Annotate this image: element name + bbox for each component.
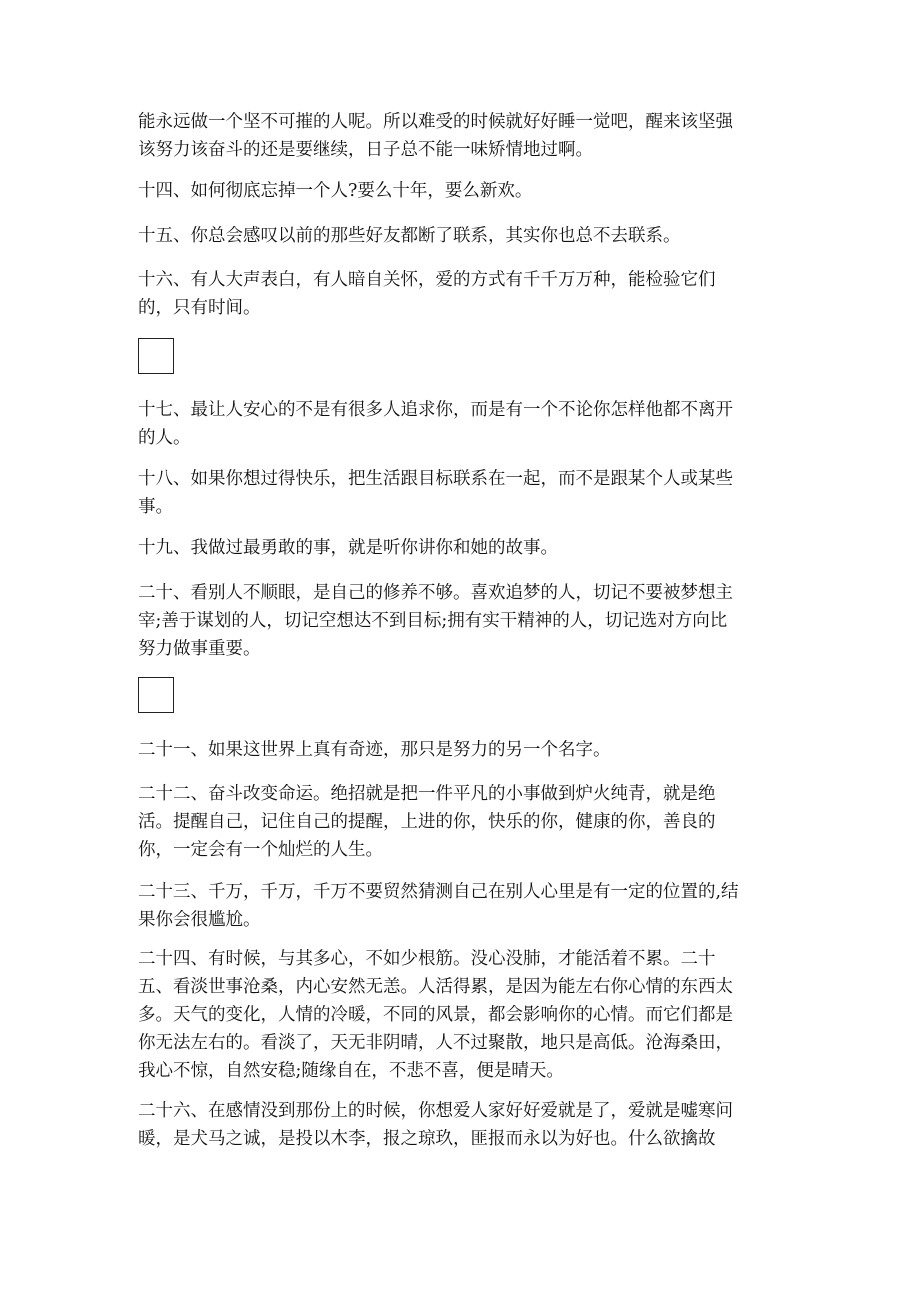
text-line: 的人。 xyxy=(138,428,191,448)
text-line: 你无法左右的。看淡了，天无非阴晴，人不过聚散，地只是高低。沧海桑田， xyxy=(138,1033,733,1053)
text-line: 二十六、在感情没到那份上的时候，你想爱人家好好爱就是了，爱就是嘘寒问 xyxy=(138,1101,733,1121)
paragraph-continuation xyxy=(138,108,786,164)
text-line: 能永远做一个坚不可摧的人呢。所以难受的时候就好好睡一觉吧，醒来该坚强 xyxy=(138,112,733,132)
paragraph-23 xyxy=(138,878,786,934)
text-line: 十六、有人大声表白，有人暗自关怀，爱的方式有千千万万种，能检验它们 xyxy=(138,270,716,290)
text-line: 二十、看别人不顺眼，是自己的修养不够。喜欢追梦的人，切记不要被梦想主 xyxy=(138,583,733,603)
image-placeholder-icon xyxy=(138,338,174,374)
text-line: 活。提醒自己，记住自己的提醒，上进的你，快乐的你，健康的你，善良的 xyxy=(138,812,716,832)
text-line: 事。 xyxy=(138,497,173,517)
text-line: 二十二、奋斗改变命运。绝招就是把一件平凡的小事做到炉火纯青，就是绝 xyxy=(138,784,716,804)
text-line: 十五、你总会感叹以前的那些好友都断了联系，其实你也总不去联系。 xyxy=(138,226,681,246)
paragraph-22 xyxy=(138,780,786,864)
text-line: 十七、最让人安心的不是有很多人追求你，而是有一个不论你怎样他都不离开 xyxy=(138,400,733,420)
text-line: 十四、如何彻底忘掉一个人?要么十年，要么新欢。 xyxy=(138,181,533,201)
text-line: 该努力该奋斗的还是要继续，日子总不能一味矫情地过啊。 xyxy=(138,140,593,160)
text-line: 十八、如果你想过得快乐，把生活跟目标联系在一起，而不是跟某个人或某些 xyxy=(138,469,733,489)
text-line: 五、看淡世事沧桑，内心安然无恙。人活得累，是因为能左右你心情的东西太 xyxy=(138,977,733,997)
text-line: 我心不惊，自然安稳;随缘自在，不悲不喜，便是晴天。 xyxy=(138,1061,564,1081)
text-line: 二十一、如果这世界上真有奇迹，那只是努力的另一个名字。 xyxy=(138,740,611,760)
paragraph-17 xyxy=(138,396,786,452)
paragraph-18 xyxy=(138,465,786,521)
text-line: 二十三、千万，千万，千万不要贸然猜测自己在别人心里是有一定的位置的,结 xyxy=(138,882,739,902)
image-placeholder-icon xyxy=(138,677,174,713)
paragraph-16 xyxy=(138,266,786,322)
text-line: 宰;善于谋划的人，切记空想达不到目标;拥有实干精神的人，切记选对方向比 xyxy=(138,611,728,631)
paragraph-20 xyxy=(138,579,786,663)
paragraph-14 xyxy=(138,177,786,205)
text-line: 努力做事重要。 xyxy=(138,639,261,659)
paragraph-24 xyxy=(138,945,786,1085)
text-line: 十九、我做过最勇敢的事，就是听你讲你和她的故事。 xyxy=(138,538,558,558)
text-line: 二十四、有时候，与其多心，不如少根筋。没心没肺，才能活着不累。二十 xyxy=(138,949,716,969)
paragraph-21 xyxy=(138,736,786,764)
text-line: 你，一定会有一个灿烂的人生。 xyxy=(138,840,383,860)
paragraph-26 xyxy=(138,1097,786,1153)
text-line: 暖，是犬马之诚，是投以木李，报之琼玖，匪报而永以为好也。什么欲擒故 xyxy=(138,1129,716,1149)
text-line: 果你会很尴尬。 xyxy=(138,910,261,930)
paragraph-15 xyxy=(138,222,786,250)
text-line: 多。天气的变化，人情的冷暖，不同的风景，都会影响你的心情。而它们都是 xyxy=(138,1005,733,1025)
text-line: 的，只有时间。 xyxy=(138,298,261,318)
paragraph-19 xyxy=(138,534,786,562)
